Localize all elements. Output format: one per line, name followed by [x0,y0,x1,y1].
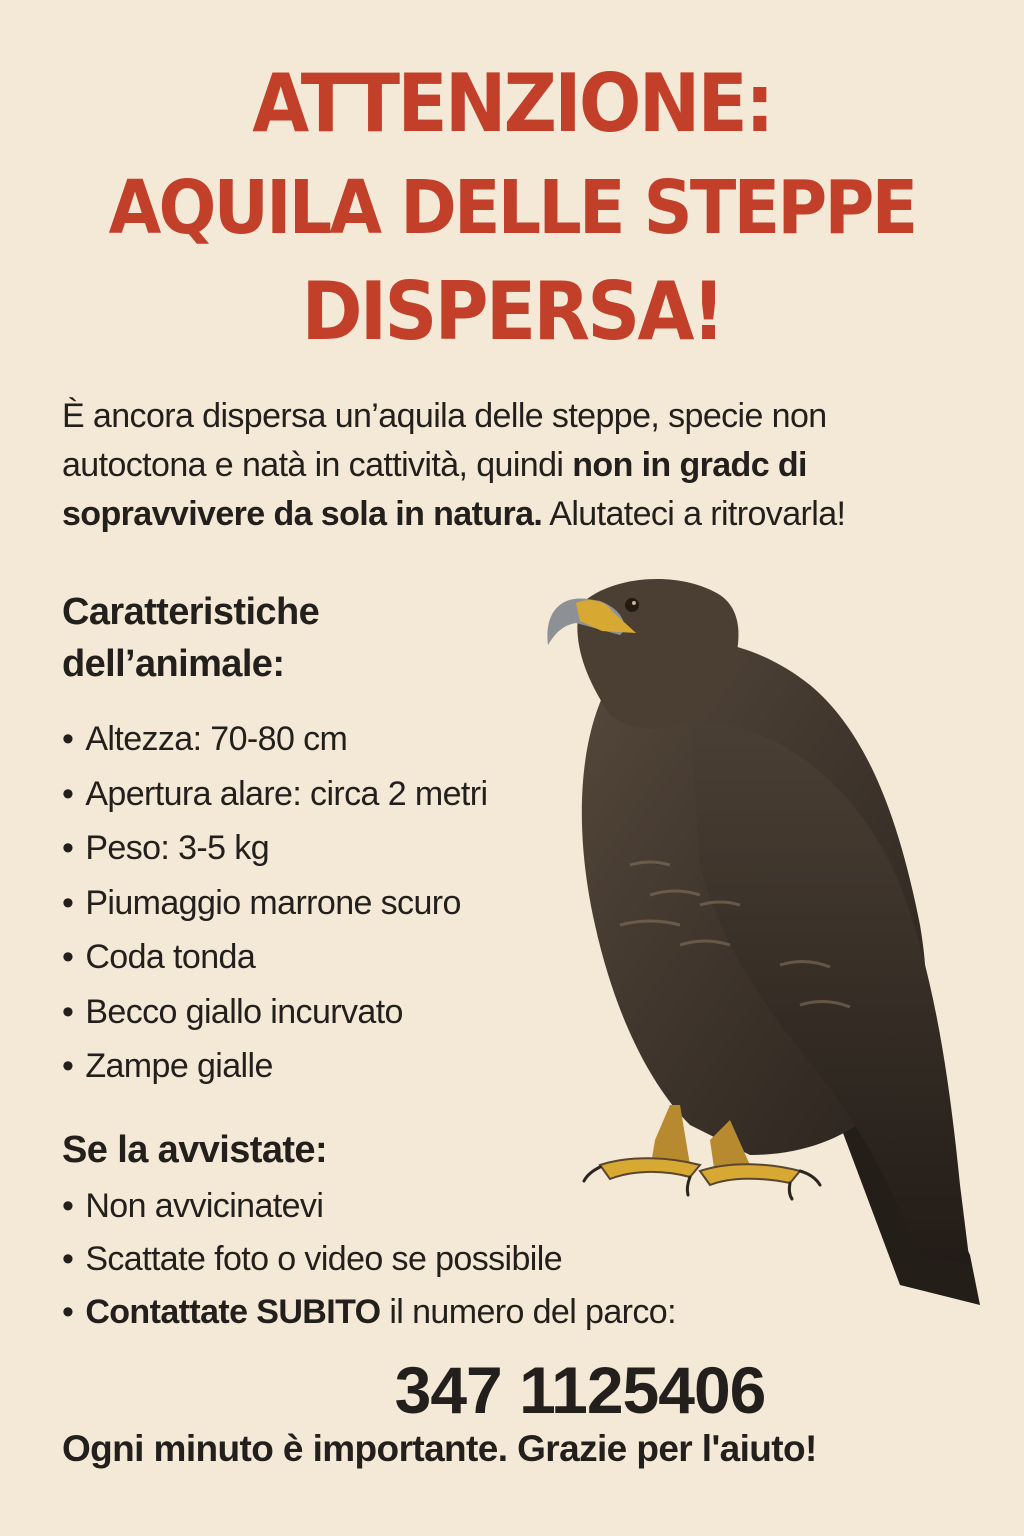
sighting-item-distance: • Non avvicinatevi [62,1180,676,1233]
phone-number[interactable]: 347 1125406 [394,1353,766,1427]
title-line-1: ATTENZIONE: [252,57,772,150]
eagle-eye [625,598,639,612]
page-title [41,52,983,364]
intro-paragraph [62,392,942,539]
feature-wingspan: • Apertura alare: circa 2 metri [62,767,487,822]
sighting-heading: Se la avvistate: [62,1129,328,1171]
intro-text-end: Alutateci a ritrovarla! [542,495,846,533]
feature-feet: • Zampe gialle [62,1039,487,1094]
intro-text-bold: non in gradc di sopravvivere da sola in natura. [62,446,807,533]
features-list [62,712,487,1094]
feature-height: • Altezza: 70-80 cm [62,712,487,767]
closing-message: Ogni minuto è importante. Grazie per l'aiuto! [62,1428,817,1469]
feature-weight: • Peso: 3-5 kg [62,821,487,876]
title-line-3: DISPERSA! [301,265,723,358]
features-heading: Caratteristiche dell’animale: [62,591,320,685]
feature-beak: • Becco giallo incurvato [62,985,487,1040]
contact-bold: Contattate SUBITO [85,1293,381,1331]
feature-tail: • Coda tonda [62,930,487,985]
contact-text: il numero del parco: [380,1293,676,1331]
eagle-photo [540,565,1000,1325]
eagle-feet [600,1158,800,1185]
feature-plumage: • Piumaggio marrone scuro [62,876,487,931]
intro-text-start: È ancora dispersa un’aquila delle steppe, specie non autoctona e natà in cattività, quindi [62,397,827,484]
title-line-2: AQUILA DELLE STEPPE [108,165,916,251]
sighting-item-photo: • Scattate foto o video se possibile [62,1233,676,1286]
